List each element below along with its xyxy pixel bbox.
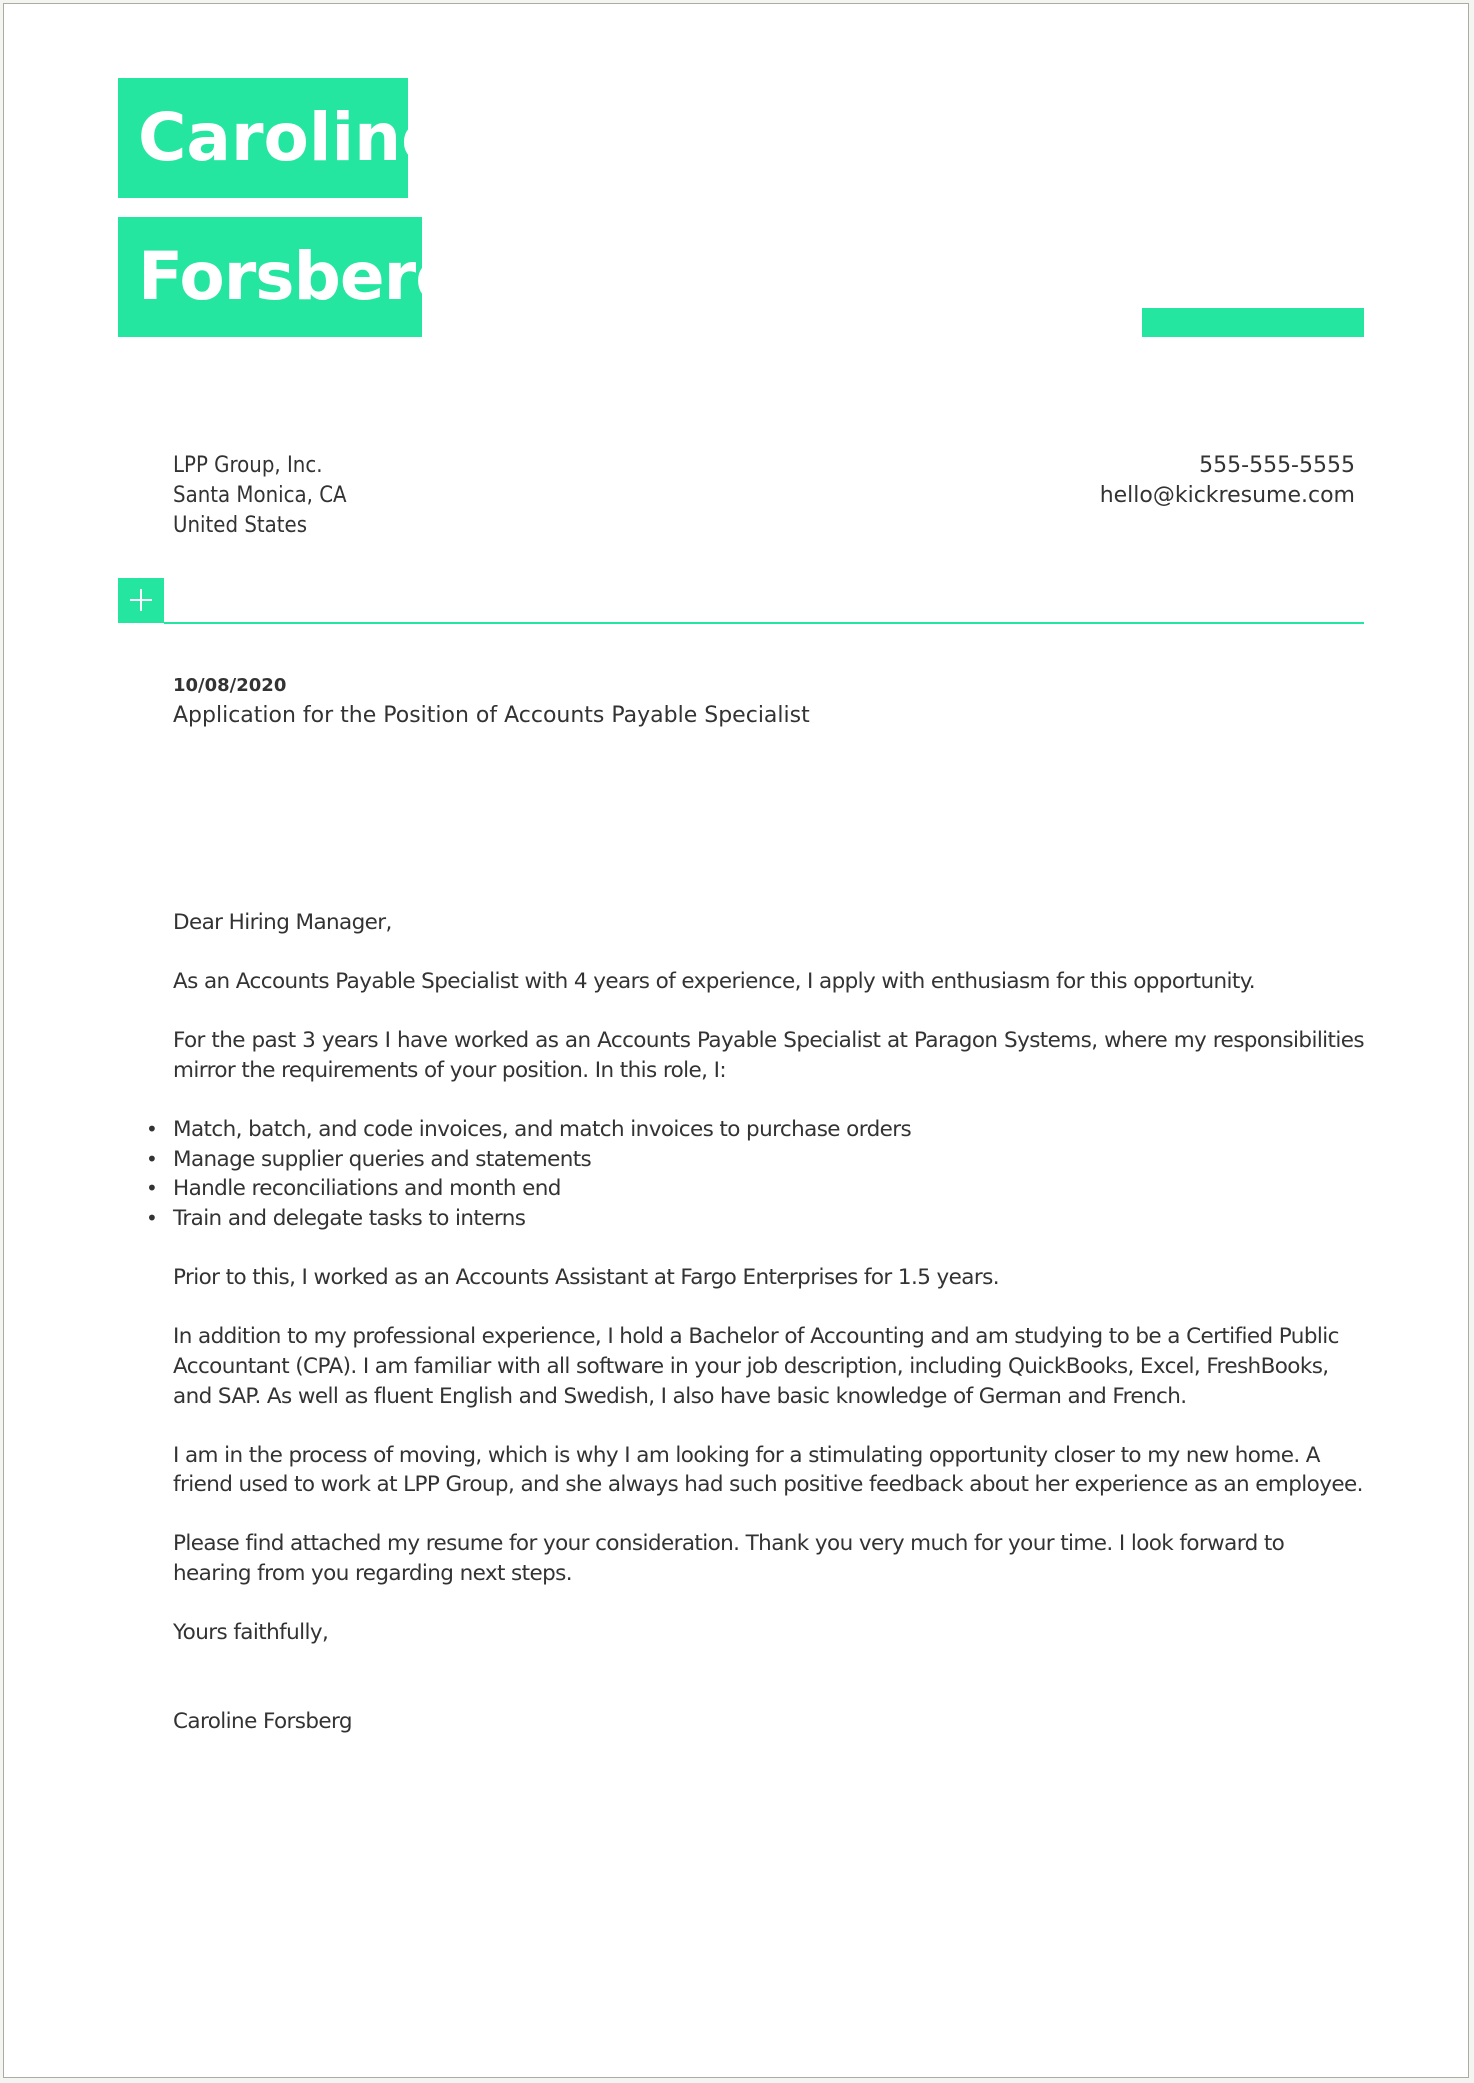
salutation: Dear Hiring Manager,	[173, 910, 392, 935]
recipient-city: Santa Monica, CA	[173, 483, 347, 508]
paragraph: For the past 3 years I have worked as an Accounts Payable Specialist at Paragon Systems, where my responsibilities mirror the requirements of your position. In this role, I:	[173, 1028, 1364, 1083]
letter-page	[3, 3, 1469, 2078]
divider-line	[164, 622, 1364, 624]
letter-subject: Application for the Position of Accounts Payable Specialist	[173, 703, 810, 728]
bullet-icon: •	[146, 1117, 158, 1142]
letter-date: 10/08/2020	[173, 675, 287, 696]
responsibilities-list	[146, 1115, 1364, 1233]
first-name-block: Caroline	[118, 78, 408, 198]
paragraph: Please find attached my resume for your consideration. Thank you very much for your time. I look forward to hearing from you regarding next steps.	[173, 1531, 1285, 1587]
list-item: • Manage supplier queries and statements	[173, 1145, 1364, 1175]
paragraph: Prior to this, I worked as an Accounts Assistant at Fargo Enterprises for 1.5 years.	[173, 1265, 999, 1291]
list-item: • Handle reconciliations and month end	[173, 1174, 1364, 1204]
paragraph: I am in the process of moving, which is why I am looking for a stimulating opportunity closer to my new home. A friend used to work at LPP Group, and she always had such positive feedback about her experience as an employee.	[173, 1442, 1363, 1498]
bullet-icon: •	[146, 1146, 158, 1171]
bullet-icon: •	[146, 1176, 158, 1201]
decorative-accent-bar	[1142, 308, 1364, 337]
recipient-address	[173, 451, 347, 541]
recipient-company: LPP Group, Inc.	[173, 453, 323, 478]
list-item: • Train and delegate tasks to interns	[173, 1204, 1364, 1234]
phone-number: 555-555-5555	[1199, 453, 1355, 478]
sender-contact	[1100, 451, 1355, 511]
closing: Yours faithfully,	[173, 1620, 329, 1646]
last-name-block: Forsberg	[118, 217, 422, 337]
recipient-country: United States	[173, 513, 308, 538]
signature: Caroline Forsberg	[173, 1708, 352, 1734]
bullet-icon: •	[146, 1205, 158, 1230]
paragraph: As an Accounts Payable Specialist with 4 years of experience, I apply with enthusiasm for this opportunity.	[173, 969, 1256, 995]
email-address: hello@kickresume.com	[1099, 483, 1355, 508]
paragraph: In addition to my professional experience, I hold a Bachelor of Accounting and am studying to be a Certified Public Accountant (CPA). I am familiar with all software in your job description, including QuickBooks, Excel, FreshBooks, and SAP. As well as fluent English and Swedish, I also have basic knowledge of German and French.	[173, 1324, 1339, 1409]
letter-body	[146, 908, 1364, 1766]
plus-icon	[118, 578, 164, 623]
list-item: • Match, batch, and code invoices, and match invoices to purchase orders	[173, 1115, 1364, 1145]
